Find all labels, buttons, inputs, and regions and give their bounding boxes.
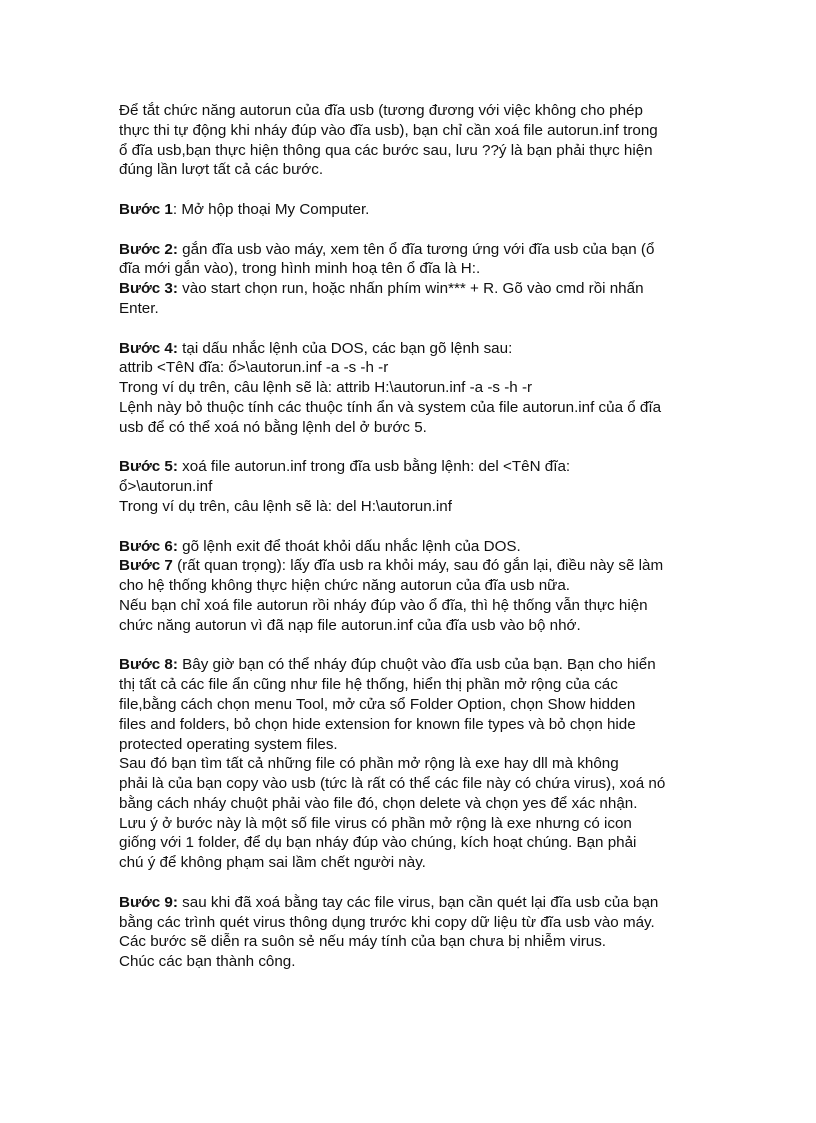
text-line: Để tắt chức năng autorun của đĩa usb (tương đương với việc không cho phép	[119, 102, 643, 119]
text-line	[119, 537, 719, 557]
text-line: Lệnh này bỏ thuộc tính các thuộc tính ẩn và system của file autorun.inf của ổ đĩa	[119, 398, 662, 416]
step-text: gõ lệnh exit để thoát khỏi dấu nhắc lệnh của DOS.	[177, 537, 521, 555]
text-line: giống với 1 folder, để dụ bạn nháy đúp vào chúng, kích hoạt chúng. Bạn phải	[119, 834, 637, 852]
step-label: Bước 5:	[119, 458, 178, 476]
text-line: ổ>\autorun.inf	[119, 478, 213, 496]
text-line	[119, 200, 719, 220]
text-line: usb để có thể xoá nó bằng lệnh del ở bước 5.	[119, 418, 427, 436]
step-label: Bước 1	[119, 200, 173, 218]
text-line: phải là của bạn copy vào usb (tức là rất có thể các file này có chứa virus), xoá nó	[119, 775, 666, 793]
text-line: attrib <TêN đĩa: ổ>\autorun.inf -a -s -h -r	[119, 359, 389, 377]
text-line: Sau đó bạn tìm tất cả những file có phần mở rộng là exe hay dll mà không	[119, 755, 619, 773]
step-label: Bước 7	[119, 557, 173, 575]
step-text: Bây giờ bạn có thể nháy đúp chuột vào đĩa usb của bạn. Bạn cho hiển	[177, 656, 656, 674]
step-9-paragraph	[119, 893, 719, 972]
text-line: chức năng autorun vì đã nạp file autorun.inf của đĩa usb vào bộ nhớ.	[119, 616, 581, 634]
text-line: Enter.	[119, 299, 159, 317]
step-text: xoá file autorun.inf trong đĩa usb bằng lệnh: del <TêN đĩa:	[177, 458, 571, 476]
step-text: sau khi đã xoá bằng tay các file virus, bạn cần quét lại đĩa usb của bạn	[177, 893, 659, 911]
text-line: bằng cách nháy chuột phải vào file đó, chọn delete và chọn yes để xác nhận.	[119, 794, 638, 812]
text-line: cho hệ thống không thực hiện chức năng autorun của đĩa usb nữa.	[119, 577, 571, 595]
step-7-paragraph	[119, 556, 719, 635]
text-line: Trong ví dụ trên, câu lệnh sẽ là: del H:\autorun.inf	[119, 497, 452, 515]
step-label: Bước 3:	[119, 280, 178, 298]
step-4-paragraph	[119, 339, 719, 438]
step-8-paragraph	[119, 655, 719, 873]
text-line	[119, 457, 719, 477]
text-line: Trong ví dụ trên, câu lệnh sẽ là: attrib H:\autorun.inf -a -s -h -r	[119, 379, 533, 397]
text-line: chú ý để không phạm sai lầm chết người này.	[119, 854, 426, 872]
step-text: (rất quan trọng): lấy đĩa usb ra khỏi máy, sau đó gắn lại, điều này sẽ làm	[172, 557, 664, 575]
step-label: Bước 9:	[119, 893, 178, 911]
text-line: bằng các trình quét virus thông dụng trước khi copy dữ liệu từ đĩa usb vào máy.	[119, 913, 655, 931]
text-line: thực thi tự động khi nháy đúp vào đĩa usb), bạn chỉ cần xoá file autorun.inf trong	[119, 121, 658, 139]
step-label: Bước 8:	[119, 656, 178, 674]
step-5-paragraph	[119, 457, 719, 516]
text-line: đúng lần lượt tất cả các bước.	[119, 161, 324, 179]
text-line	[119, 893, 719, 913]
step-text: : Mở hộp thoại My Computer.	[172, 200, 370, 218]
text-line	[119, 556, 719, 576]
step-1-paragraph	[119, 200, 719, 220]
text-line: đĩa mới gắn vào), trong hình minh hoạ tên ổ đĩa là H:.	[119, 260, 481, 278]
text-line: ổ đĩa usb,bạn thực hiện thông qua các bước sau, lưu ??ý là bạn phải thực hiện	[119, 141, 653, 159]
step-text: tại dấu nhắc lệnh của DOS, các bạn gõ lệnh sau:	[177, 339, 513, 357]
step-label: Bước 2:	[119, 240, 178, 258]
text-line: thị tất cả các file ẩn cũng như file hệ thống, hiển thị phần mở rộng của các	[119, 676, 618, 694]
text-line: Nếu bạn chỉ xoá file autorun rồi nháy đúp vào ổ đĩa, thì hệ thống vẫn thực hiện	[119, 596, 648, 614]
step-2-paragraph	[119, 240, 719, 280]
text-line: Lưu ý ở bước này là một số file virus có phần mở rộng là exe nhưng có icon	[119, 814, 632, 832]
text-line: files and folders, bỏ chọn hide extension for known file types và bỏ chọn hide	[119, 715, 636, 733]
text-line: Các bước sẽ diễn ra suôn sẻ nếu máy tính của bạn chưa bị nhiễm virus.	[119, 933, 607, 951]
text-line: Chúc các bạn thành công.	[119, 953, 296, 971]
intro-paragraph	[119, 101, 719, 180]
step-text: gắn đĩa usb vào máy, xem tên ổ đĩa tương ứng với đĩa usb của bạn (ổ	[177, 240, 655, 258]
text-line	[119, 240, 719, 260]
text-line	[119, 339, 719, 359]
text-line	[119, 279, 719, 299]
step-label: Bước 4:	[119, 339, 178, 357]
step-3-paragraph	[119, 279, 719, 319]
text-line: protected operating system files.	[119, 735, 338, 753]
step-label: Bước 6:	[119, 537, 178, 555]
step-6-paragraph	[119, 537, 719, 557]
step-text: vào start chọn run, hoặc nhấn phím win*** + R. Gõ vào cmd rồi nhấn	[177, 280, 644, 298]
text-line	[119, 655, 719, 675]
text-line: file,bằng cách chọn menu Tool, mở cửa sổ Folder Option, chọn Show hidden	[119, 695, 636, 713]
document-body	[119, 101, 719, 992]
